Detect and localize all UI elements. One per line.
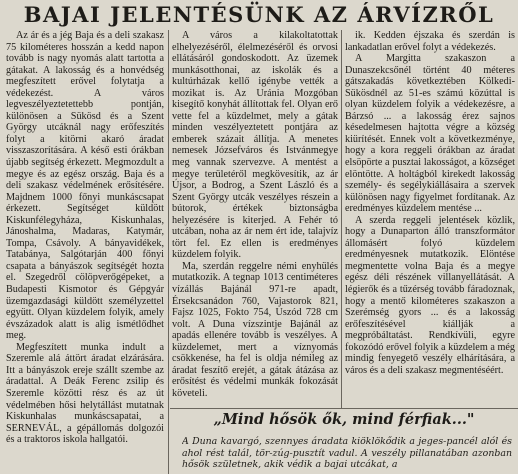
paragraph: Megfeszített munka indult a Szeremle alá áttört áradat elzárására. Itt a bányászok ereje szállt szembe az áradattal. A Deák Ferenc zsilip és Szeremle közötti rész és az út védelmében hősi helytállást mutatnak Kiskunhalas munkáscsapatai, a SERNEVÁL, a gépállomás dolgozói és a traktoros iskola hallgatói. bbox=[6, 341, 164, 446]
paragraph: A város a kilakoltatottak elhelyezéséről, élelmezéséről és orvosi ellátásáról gondoskodott. Az üzemek munkásotthonai, az iskolák és a kultúrházak kellő igénybe vették a mozikat is. Az Uránia Mozgóban kisegítő konyhát állítottak fel. Olyan erő vette fel a küzdelmet, mely a gátak minden veszélyeztetett pontjára az emberek százait állítja. A menetes nemesek Józsefváros és Istvánmegye meg vannak szervezve. A mentést a megye területéről megkövesítik, az ár Újsor, a Bodrog, a Szent László és a Szent György utcák veszélyes részein a bútorok, értékek biztonságba helyezésére is kiterjed. A Fehér tó utcában, noha az ár nem ért ide, talajvíz tört fel. Ez ellen is eredményes küzdelem folyik. bbox=[172, 30, 338, 261]
article-column-1 bbox=[6, 30, 164, 474]
lead-paragraph: A Duna kavargó, szennyes áradata kiöklökődik a jeges-pancél alól és ahol rést talál, tör-zúg-pusztít vadul. A veszély pillanatában azonban hősök születnek, akik védik a bajai utcákat, a bbox=[182, 436, 512, 470]
paragraph: Az ár és a jég Baja és a deli szakasz 75 kilométeres hosszán a kedd napon tovább is nagy nyomás alatt tartotta a gátakat. A lakosság és a honvédség megfeszített erővel folytatja a védekezést. A város legveszélyeztetettebb pontján, különösen a Sükösd és a Szent György utcáknál nagy erőfeszítés folyt a kitörni akaró áradat visszaszorítására. A késő esti órákban újabb segítség érkezett. Megmozdult a megye és az egész ország. Baja és a deli szakasz védelmének erősítésére. Majdnem 1000 főnyi munkáscsapat érkezett. Segítséget küldött Kiskunfélegyháza, Kiskunhalas, Jánoshalma, Madaras, Katymár, Tompa, Csávoly. A bányavidékek, Tatabánya, Salgótarján 400 főnyi csapata a bányászok segítségét hozta el. Szegedről cölöpverőgépeket, a Budapesti Kismotor és Gépgyár üzemgazdasági küldött személyzettel együtt. Olyan küzdelem folyik, amely évszázadok alatt is alig ismétlődhet meg. bbox=[6, 30, 164, 342]
section-divider bbox=[170, 408, 518, 409]
paragraph: A szerda reggeli jelentések közlik, hogy a Dunaparton álló transzformátor állomásért folyó küzdelem eredményesnek mutatkozik. Elöntése megmentette volna Baja és a megye egész déli részének villanyellátását. A légierők és a tűzérség tovább fáradoznak, hogy a mentő kilométeres szakaszon a Szerémség gyors ... és a lakosság erőfeszítésével kiállják a megpróbáltatást. Rendkívüli, egyre fokozódó erővel folyik a küzdelem a még mindig fenyegető veszély elhárítására, a város és a deli szakasz megmentéséért. bbox=[345, 214, 515, 376]
column-divider bbox=[341, 30, 342, 408]
article-column-3 bbox=[345, 30, 515, 408]
paragraph: ik. Kedden éjszaka és szerdán is lankadatlan erővel folyt a védekezés. bbox=[345, 30, 515, 53]
paragraph: A Margitta szakaszon a Dunaszekcsőnél történt 40 méteres gátszakadás következtében Kölkedi-Sükösdnél az 51-es számú közúttal is olyan küzdelem folyik a védekezésre, a Bárzsó ... a lakosság érez sajnos késedelmesen hajtotta végre a község kiürítését. Ennek volt a következménye, hogy a kora reggeli órákban az áradat elsöpörte a pusztai lakosságot, a községet elöntötte. A holtágból kirekedt lakosság személy- és segélykiállásaira a szervek különösen nagy figyelmet fordítanak. Az eredményes küzdelem mentése ... bbox=[345, 53, 515, 215]
headline: BAJAI JELENTÉSÜNK AZ ÁRVÍZRŐL bbox=[23, 2, 495, 27]
subheadline: „Mind hősök ők, mind férfiak..." bbox=[213, 411, 475, 428]
article-column-2 bbox=[172, 30, 338, 408]
paragraph: Ma, szerdán reggelre némi enyhülés mutatkozik. A tegnap 1013 centiméteres vízállás Bajánál 971-re apadt, Érsekcsanádon 760, Vajastorok 821, Fajsz 1025, Fokto 754, Uszód 728 cm volt. A Duna vízszintje Bajánál az apadás ellenére tovább is veszélyes. A küzdelemet, mert a víznyomás csökkenése, ha fel is oldja némileg az áradat feszítő erejét, a gátak átázása az erősítést és védelmi munkák fokozását követeli. bbox=[172, 260, 338, 399]
column-divider bbox=[168, 30, 169, 474]
